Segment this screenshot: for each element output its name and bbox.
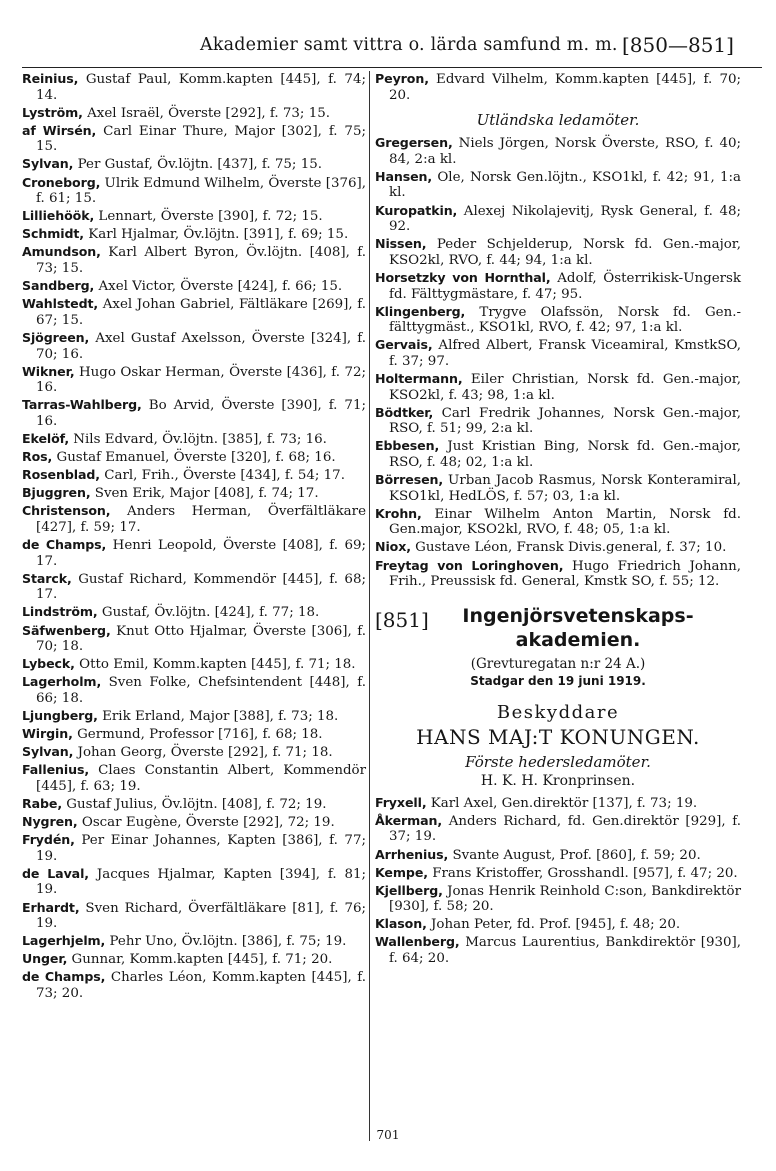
right-column (375, 71, 741, 968)
entry-surname: Börresen, (375, 472, 444, 488)
list-item (22, 226, 366, 243)
entry-details: Ulrik Edmund Wilhelm, Överste [376], f. 61; 15. (36, 175, 366, 207)
academy-member-list (375, 795, 741, 967)
entry-surname: Sylvan, (22, 744, 74, 760)
entry-surname: Rabe, (22, 795, 63, 811)
entry-details: Erik Erland, Major [388], f. 73; 18. (97, 708, 339, 724)
list-item (22, 244, 366, 276)
entry-details: Otto Emil, Komm.kapten [445], f. 71; 18. (74, 657, 356, 673)
entry-details: Carl Einar Thure, Major [302], f. 75; 15. (36, 123, 366, 155)
entry-details: Niels Jörgen, Norsk Överste, RSO, f. 40; 84, 2:a kl. (389, 136, 741, 167)
list-item (375, 405, 741, 437)
list-item (22, 485, 366, 502)
page-number: 701 (376, 1128, 400, 1142)
entry-details: Sven Richard, Överfältläkare [81], f. 76; 19. (36, 900, 366, 932)
entry-details: Sven Erik, Major [408], f. 74; 17. (90, 486, 319, 502)
honorary-heading: Förste hedersledamöter. (465, 752, 651, 771)
entry-surname: Wikner, (22, 363, 75, 379)
entry-surname: Christenson, (22, 503, 111, 519)
entry-details: Just Kristian Bing, Norsk fd. Gen.-major, RSO, f. 48; 02, 1:a kl. (389, 439, 741, 470)
entry-surname: Lindström, (22, 604, 98, 620)
list-item (375, 539, 741, 556)
list-item (22, 364, 366, 396)
list-item (375, 203, 741, 235)
list-item (22, 656, 366, 673)
list-item (22, 708, 366, 725)
section-range: [850—851] (622, 33, 734, 57)
list-item (22, 105, 366, 122)
entry-surname: Niox, (375, 539, 411, 555)
entry-surname: Schmidt, (22, 226, 84, 242)
entry-details: Carl Fredrik Johannes, Norsk Gen.-major, RSO, f. 51; 99, 2:a kl. (389, 405, 741, 437)
column-divider (369, 71, 370, 1141)
entry-details: Alfred Albert, Fransk Viceamiral, KmstkSO, f. 37; 97. (389, 338, 741, 369)
entry-details: Charles Léon, Komm.kapten [445], f. 73; 20. (36, 970, 366, 1001)
entry-surname: Frydén, (22, 832, 75, 848)
entry-surname: Fryxell, (375, 794, 427, 810)
entry-details: Per Einar Johannes, Kapten [386], f. 77; 19. (36, 833, 366, 864)
entry-details: Sven Folke, Chefsintendent [448], f. 66; 18. (36, 675, 366, 706)
list-item (22, 866, 366, 898)
entry-details: Jacques Hjalmar, Kapten [394], f. 81; 19. (36, 866, 366, 898)
entry-details: Gustaf Richard, Kommendör [445], f. 68; 17. (36, 571, 366, 603)
entry-details: Trygve Olafssön, Norsk fd. Gen.-fälttygmäst., KSO1kl, RVO, f. 42; 97, 1:a kl. (389, 304, 741, 336)
entry-surname: Säfwenberg, (22, 622, 111, 638)
entry-details: Knut Otto Hjalmar, Överste [306], f. 70; 18. (36, 623, 366, 655)
entry-surname: Horsetzky von Hornthal, (375, 269, 551, 285)
section-title-line1: Ingenjörsvetenskaps- (462, 604, 694, 627)
entry-surname: Reinius, (22, 71, 79, 86)
entry-details: Adolf, Österrikisk-Ungersk fd. Fälttygmästare, f. 47; 95. (389, 270, 742, 302)
list-item (375, 558, 741, 590)
list-item (22, 278, 366, 295)
entry-surname: Gregersen, (375, 135, 453, 151)
entry-details: Germund, Professor [716], f. 68; 18. (72, 727, 323, 743)
list-item (22, 123, 366, 155)
entry-surname: Ljungberg, (22, 707, 98, 723)
entry-details: Claes Constantin Albert, Kommendör [445], f. 63; 19. (36, 763, 366, 794)
entry-details: Per Gustaf, Öv.löjtn. [437], f. 75; 15. (73, 157, 322, 173)
entry-surname: Croneborg, (22, 174, 101, 190)
list-item (375, 71, 741, 103)
entry-surname: Kuropatkin, (375, 202, 458, 218)
section-number: [851] (375, 607, 429, 632)
entry-surname: Sandberg, (22, 278, 95, 294)
list-item (22, 449, 366, 466)
entry-details: Axel Victor, Överste [424], f. 66; 15. (94, 279, 343, 295)
entry-surname: Arrhenius, (375, 846, 449, 862)
entry-details: Gunnar, Komm.kapten [445], f. 71; 20. (67, 952, 333, 968)
entry-details: Gustaf Julius, Öv.löjtn. [408], f. 72; 19. (62, 796, 327, 812)
list-item (375, 438, 741, 470)
list-item (22, 537, 366, 569)
list-item (22, 832, 366, 864)
list-item (22, 814, 366, 831)
entry-surname: Lilliehöök, (22, 208, 95, 224)
entry-details: Gustaf Paul, Komm.kapten [445], f. 74; 14. (36, 72, 366, 103)
entry-surname: Wallenberg, (375, 934, 460, 950)
section-title-line2: akademien. (515, 628, 641, 651)
list-item (22, 623, 366, 655)
entry-details: Bo Arvid, Överste [390], f. 71; 16. (36, 398, 366, 429)
entry-details: Axel Gustaf Axelsson, Överste [324], f. 70; 16. (36, 330, 366, 362)
list-item (375, 270, 741, 302)
entry-surname: Rosenblad, (22, 467, 100, 483)
page-header (0, 33, 776, 61)
entry-details: Karl Albert Byron, Öv.löjtn. [408], f. 73; 15. (36, 245, 366, 277)
list-item (22, 900, 366, 932)
entry-surname: Kjellberg, (375, 882, 443, 898)
foreign-members-heading: Utländska ledamöter. (476, 111, 640, 130)
list-item (375, 135, 741, 167)
entry-surname: Peyron, (375, 71, 429, 86)
entry-details: Gustaf, Öv.löjtn. [424], f. 77; 18. (97, 605, 320, 621)
entry-details: Axel Israël, Överste [292], f. 73; 15. (82, 105, 330, 121)
entry-details: Anders Herman, Överfältläkare [427], f. 59; 17. (36, 504, 366, 535)
entry-surname: Wahlstedt, (22, 296, 99, 312)
list-item (375, 337, 741, 369)
list-item (375, 304, 741, 336)
protector-name: HANS MAJ:T KONUNGEN. (416, 724, 700, 749)
list-item (22, 674, 366, 706)
list-item (375, 847, 741, 864)
entry-surname: Tarras-Wahlberg, (22, 397, 142, 413)
entry-surname: Ebbesen, (375, 438, 440, 454)
entry-details: Alexej Nikolajevitj, Rysk General, f. 48; 92. (389, 203, 741, 235)
list-item (375, 236, 741, 268)
list-item (22, 467, 366, 484)
entry-details: Johan Peter, fd. Prof. [945], f. 48; 20. (426, 917, 681, 933)
entry-details: Hugo Friedrich Johann, Frih., Preussisk fd. General, Kmstk SO, f. 55; 12. (389, 558, 741, 590)
entry-surname: Ekelöf, (22, 430, 70, 446)
honorary-member: H. K. H. Kronprinsen. (480, 772, 636, 789)
list-item (22, 156, 366, 173)
member-list-continued (375, 71, 741, 103)
running-title: Akademier samt vittra o. lärda samfund m. m. (200, 35, 618, 55)
list-item (375, 916, 741, 933)
list-item (22, 604, 366, 621)
list-item (22, 933, 366, 950)
list-item (22, 726, 366, 743)
entry-surname: Lybeck, (22, 656, 75, 672)
entry-surname: Krohn, (375, 505, 422, 521)
header-rule (22, 67, 762, 68)
entry-surname: Freytag von Loringhoven, (375, 557, 564, 573)
entry-surname: Åkerman, (375, 812, 443, 828)
academy-section (375, 604, 741, 967)
entry-surname: Nissen, (375, 236, 427, 252)
entry-details: Edvard Vilhelm, Komm.kapten [445], f. 70; 20. (389, 72, 741, 103)
entry-surname: Fallenius, (22, 762, 90, 778)
entry-surname: Lagerholm, (22, 674, 102, 690)
entry-surname: Hansen, (375, 168, 433, 184)
list-item (22, 969, 366, 1001)
entry-details: Carl, Frih., Överste [434], f. 54; 17. (99, 468, 345, 484)
entry-details: Marcus Laurentius, Bankdirektör [930], f. 64; 20. (389, 935, 741, 967)
entry-surname: de Laval, (22, 865, 89, 881)
list-item (375, 169, 741, 201)
entry-surname: Nygren, (22, 814, 78, 830)
entry-surname: Klingenberg, (375, 303, 466, 319)
entry-surname: Gervais, (375, 337, 433, 353)
entry-surname: Unger, (22, 951, 68, 967)
entry-surname: de Champs, (22, 537, 107, 553)
list-item (22, 762, 366, 794)
entry-surname: Lyström, (22, 104, 83, 120)
entry-surname: Amundson, (22, 244, 101, 260)
entry-details: Johan Georg, Överste [292], f. 71; 18. (73, 745, 333, 761)
entry-details: Pehr Uno, Öv.löjtn. [386], f. 75; 19. (105, 934, 347, 950)
list-item (22, 744, 366, 761)
section-address: (Grevturegatan n:r 24 A.) (470, 655, 646, 672)
entry-details: Lennart, Överste [390], f. 72; 15. (94, 209, 323, 225)
list-item (22, 796, 366, 813)
section-statutes: Stadgar den 19 juni 1919. (470, 673, 646, 688)
list-item (22, 296, 366, 328)
entry-details: Urban Jacob Rasmus, Norsk Konteramiral, KSO1kl, HedLÖS, f. 57; 03, 1:a kl. (389, 473, 741, 504)
list-item (22, 397, 366, 429)
entry-details: Anders Richard, fd. Gen.direktör [929], f. 37; 19. (389, 813, 741, 845)
entry-details: Peder Schjelderup, Norsk fd. Gen.-major, KSO2kl, RVO, f. 44; 94, 1:a kl. (389, 237, 741, 268)
entry-details: Eiler Christian, Norsk fd. Gen.-major, KSO2kl, f. 43; 98, 1:a kl. (389, 372, 741, 403)
entry-details: Gustave Léon, Fransk Divis.general, f. 37; 10. (410, 540, 727, 556)
entry-details: Jonas Henrik Reinhold C:son, Bankdirektör [930], f. 58; 20. (389, 883, 741, 915)
entry-surname: Lagerhjelm, (22, 933, 106, 949)
entry-surname: Wirgin, (22, 726, 73, 742)
list-item (375, 506, 741, 538)
entry-details: Nils Edvard, Öv.löjtn. [385], f. 73; 16. (69, 431, 327, 447)
entry-details: Einar Wilhelm Anton Martin, Norsk fd. Gen.major, KSO2kl, RVO, f. 48; 05, 1:a kl. (389, 506, 741, 538)
entry-surname: Bödtker, (375, 404, 434, 420)
list-item (375, 813, 741, 845)
entry-surname: Sjögreen, (22, 329, 90, 345)
list-item (375, 883, 741, 915)
list-item (22, 208, 366, 225)
entry-surname: Sylvan, (22, 156, 74, 172)
entry-details: Oscar Eugène, Överste [292], 72; 19. (77, 815, 335, 831)
entry-details: Karl Hjalmar, Öv.löjtn. [391], f. 69; 15. (83, 227, 349, 243)
entry-surname: Klason, (375, 916, 427, 932)
list-item (22, 431, 366, 448)
entry-details: Ole, Norsk Gen.löjtn., KSO1kl, f. 42; 91, 1:a kl. (389, 169, 741, 201)
left-column (22, 71, 366, 1003)
list-item (22, 951, 366, 968)
list-item (375, 795, 741, 812)
entry-details: Karl Axel, Gen.direktör [137], f. 73; 19. (426, 795, 698, 811)
entry-surname: Holtermann, (375, 371, 463, 386)
foreign-member-list (375, 135, 741, 590)
list-item (22, 71, 366, 103)
list-item (22, 175, 366, 207)
protector-heading: Beskyddare (496, 701, 620, 723)
entry-surname: Ros, (22, 449, 53, 465)
list-item (22, 330, 366, 362)
list-item (22, 503, 366, 535)
entry-details: Gustaf Emanuel, Överste [320], f. 68; 16. (52, 450, 336, 466)
entry-details: Axel Johan Gabriel, Fältläkare [269], f. 67; 15. (36, 297, 366, 328)
entry-details: Hugo Oskar Herman, Överste [436], f. 72; 16. (36, 364, 366, 396)
entry-surname: Bjuggren, (22, 485, 91, 501)
entry-details: Svante August, Prof. [860], f. 59; 20. (448, 847, 701, 863)
list-item (375, 371, 741, 403)
entry-surname: af Wirsén, (22, 122, 97, 138)
list-item (22, 571, 366, 603)
entry-surname: Starck, (22, 570, 72, 586)
entry-surname: Erhardt, (22, 899, 80, 915)
entry-surname: Kempe, (375, 864, 428, 880)
list-item (375, 934, 741, 966)
list-item (375, 865, 741, 882)
list-item (375, 472, 741, 504)
member-list (22, 71, 366, 1002)
entry-surname: de Champs, (22, 969, 106, 985)
entry-details: Henri Leopold, Överste [408], f. 69; 17. (36, 538, 366, 569)
entry-details: Frans Kristoffer, Grosshandl. [957], f. 47; 20. (427, 865, 738, 881)
